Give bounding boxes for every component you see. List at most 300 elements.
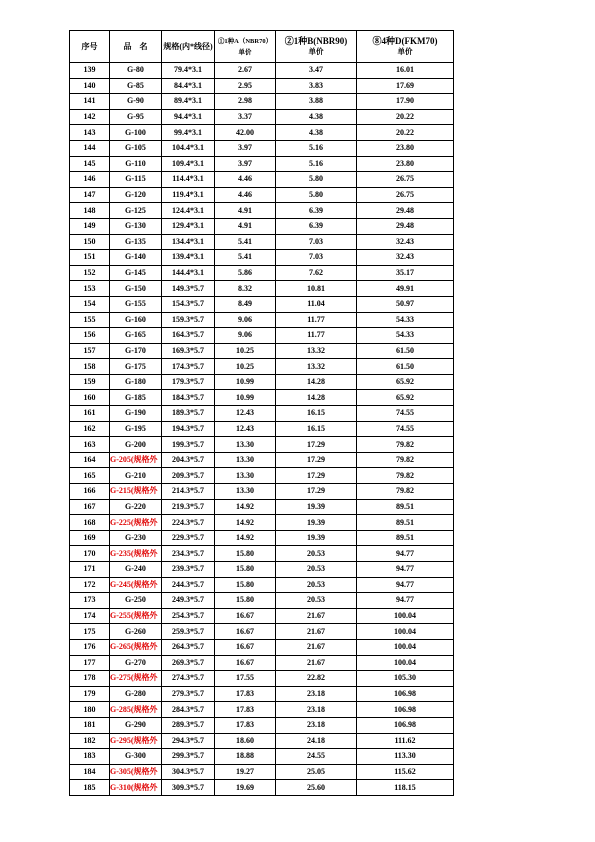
price-type-b: 13.32 <box>276 359 357 375</box>
product-name: G-115 <box>110 172 162 188</box>
price-type-a: 10.99 <box>215 374 276 390</box>
row-number: 162 <box>70 421 110 437</box>
price-type-a: 4.46 <box>215 187 276 203</box>
price-type-a: 13.30 <box>215 468 276 484</box>
price-type-a: 4.91 <box>215 203 276 219</box>
table-body <box>70 63 454 796</box>
price-type-b: 7.03 <box>276 234 357 250</box>
price-type-b: 5.80 <box>276 172 357 188</box>
product-name: G-190 <box>110 406 162 422</box>
price-type-b: 10.81 <box>276 281 357 297</box>
spec-size: 209.3*5.7 <box>162 468 215 484</box>
price-type-b: 17.29 <box>276 437 357 453</box>
table-row <box>70 437 454 453</box>
header-type-a-unit-price: 单价 <box>238 48 252 56</box>
price-type-b: 4.38 <box>276 125 357 141</box>
product-name: G-310(规格外 <box>110 780 162 796</box>
price-type-a: 4.46 <box>215 172 276 188</box>
price-type-a: 17.83 <box>215 717 276 733</box>
price-type-a: 10.99 <box>215 390 276 406</box>
header-no: 序号 <box>70 31 110 63</box>
row-number: 148 <box>70 203 110 219</box>
table-row <box>70 639 454 655</box>
price-type-d: 26.75 <box>357 187 454 203</box>
price-type-d: 111.62 <box>357 733 454 749</box>
row-number: 167 <box>70 499 110 515</box>
price-type-d: 65.92 <box>357 374 454 390</box>
table-row <box>70 265 454 281</box>
price-type-b: 19.39 <box>276 499 357 515</box>
price-type-b: 21.67 <box>276 608 357 624</box>
price-type-d: 61.50 <box>357 343 454 359</box>
price-type-a: 14.92 <box>215 499 276 515</box>
price-type-a: 42.00 <box>215 125 276 141</box>
row-number: 147 <box>70 187 110 203</box>
row-number: 171 <box>70 562 110 578</box>
product-name: G-145 <box>110 265 162 281</box>
row-number: 161 <box>70 406 110 422</box>
row-number: 176 <box>70 639 110 655</box>
table-row <box>70 374 454 390</box>
price-type-d: 94.77 <box>357 546 454 562</box>
spec-size: 129.4*3.1 <box>162 218 215 234</box>
row-number: 146 <box>70 172 110 188</box>
row-number: 154 <box>70 296 110 312</box>
price-type-b: 21.67 <box>276 639 357 655</box>
row-number: 184 <box>70 764 110 780</box>
header-type-a <box>215 31 276 63</box>
product-name: G-305(规格外 <box>110 764 162 780</box>
product-name: G-210 <box>110 468 162 484</box>
table-row <box>70 671 454 687</box>
price-type-b: 17.29 <box>276 468 357 484</box>
product-name: G-295(规格外 <box>110 733 162 749</box>
price-type-a: 3.97 <box>215 156 276 172</box>
price-type-d: 65.92 <box>357 390 454 406</box>
table-row <box>70 686 454 702</box>
product-name: G-140 <box>110 250 162 266</box>
header-type-b-title: ②1种B(NBR90) <box>284 36 348 46</box>
row-number: 172 <box>70 577 110 593</box>
table-row <box>70 125 454 141</box>
spec-size: 244.3*5.7 <box>162 577 215 593</box>
price-type-b: 23.18 <box>276 717 357 733</box>
price-type-b: 19.39 <box>276 515 357 531</box>
price-type-a: 8.32 <box>215 281 276 297</box>
product-name: G-175 <box>110 359 162 375</box>
price-type-a: 19.69 <box>215 780 276 796</box>
table-row <box>70 63 454 79</box>
spec-size: 264.3*5.7 <box>162 639 215 655</box>
price-type-a: 5.41 <box>215 250 276 266</box>
table-row <box>70 452 454 468</box>
product-name: G-125 <box>110 203 162 219</box>
price-type-d: 54.33 <box>357 328 454 344</box>
row-number: 142 <box>70 109 110 125</box>
row-number: 164 <box>70 452 110 468</box>
row-number: 179 <box>70 686 110 702</box>
table-row <box>70 702 454 718</box>
spec-size: 269.3*5.7 <box>162 655 215 671</box>
price-type-b: 17.29 <box>276 452 357 468</box>
price-type-a: 16.67 <box>215 624 276 640</box>
product-name: G-185 <box>110 390 162 406</box>
price-type-d: 89.51 <box>357 530 454 546</box>
row-number: 163 <box>70 437 110 453</box>
row-number: 169 <box>70 530 110 546</box>
price-type-d: 32.43 <box>357 234 454 250</box>
product-name: G-205(规格外 <box>110 452 162 468</box>
price-type-a: 9.06 <box>215 312 276 328</box>
spec-size: 219.3*5.7 <box>162 499 215 515</box>
product-name: G-230 <box>110 530 162 546</box>
row-number: 150 <box>70 234 110 250</box>
price-type-d: 106.98 <box>357 686 454 702</box>
price-type-b: 20.53 <box>276 546 357 562</box>
spec-size: 284.3*5.7 <box>162 702 215 718</box>
price-type-a: 12.43 <box>215 406 276 422</box>
header-name: 品 名 <box>110 31 162 63</box>
spec-size: 199.3*5.7 <box>162 437 215 453</box>
price-type-d: 94.77 <box>357 577 454 593</box>
price-type-b: 11.77 <box>276 312 357 328</box>
table-row <box>70 546 454 562</box>
row-number: 158 <box>70 359 110 375</box>
header-type-a-title: ①1种A（NBR70） <box>217 37 273 45</box>
row-number: 168 <box>70 515 110 531</box>
table-row <box>70 733 454 749</box>
product-name: G-100 <box>110 125 162 141</box>
table-row <box>70 421 454 437</box>
product-name: G-135 <box>110 234 162 250</box>
price-type-d: 105.30 <box>357 671 454 687</box>
price-type-b: 20.53 <box>276 577 357 593</box>
spec-size: 304.3*5.7 <box>162 764 215 780</box>
product-name: G-95 <box>110 109 162 125</box>
product-name: G-270 <box>110 655 162 671</box>
product-name: G-85 <box>110 78 162 94</box>
price-type-b: 7.62 <box>276 265 357 281</box>
spec-size: 144.4*3.1 <box>162 265 215 281</box>
product-name: G-275(规格外 <box>110 671 162 687</box>
price-type-d: 94.77 <box>357 593 454 609</box>
spec-size: 124.4*3.1 <box>162 203 215 219</box>
price-type-d: 23.80 <box>357 140 454 156</box>
table-row <box>70 764 454 780</box>
product-name: G-255(规格外 <box>110 608 162 624</box>
spec-size: 184.3*5.7 <box>162 390 215 406</box>
price-type-d: 61.50 <box>357 359 454 375</box>
price-type-a: 10.25 <box>215 359 276 375</box>
row-number: 159 <box>70 374 110 390</box>
table-row <box>70 468 454 484</box>
row-number: 155 <box>70 312 110 328</box>
row-number: 180 <box>70 702 110 718</box>
price-type-a: 15.80 <box>215 546 276 562</box>
price-type-a: 15.80 <box>215 577 276 593</box>
price-type-a: 10.25 <box>215 343 276 359</box>
price-type-a: 17.83 <box>215 686 276 702</box>
price-type-a: 17.83 <box>215 702 276 718</box>
product-name: G-285(规格外 <box>110 702 162 718</box>
price-type-d: 29.48 <box>357 218 454 234</box>
spec-size: 159.3*5.7 <box>162 312 215 328</box>
price-type-a: 2.98 <box>215 94 276 110</box>
price-type-d: 54.33 <box>357 312 454 328</box>
spec-size: 179.3*5.7 <box>162 374 215 390</box>
row-number: 141 <box>70 94 110 110</box>
spec-size: 289.3*5.7 <box>162 717 215 733</box>
price-type-b: 23.18 <box>276 686 357 702</box>
table-row <box>70 484 454 500</box>
header-type-d-unit-price: 单价 <box>397 47 413 56</box>
price-type-a: 15.80 <box>215 593 276 609</box>
price-type-d: 16.01 <box>357 63 454 79</box>
product-name: G-290 <box>110 717 162 733</box>
price-type-b: 13.32 <box>276 343 357 359</box>
price-type-b: 4.38 <box>276 109 357 125</box>
price-type-b: 19.39 <box>276 530 357 546</box>
price-type-b: 5.16 <box>276 140 357 156</box>
product-name: G-195 <box>110 421 162 437</box>
row-number: 139 <box>70 63 110 79</box>
spec-size: 309.3*5.7 <box>162 780 215 796</box>
product-name: G-110 <box>110 156 162 172</box>
spec-size: 139.4*3.1 <box>162 250 215 266</box>
table-row <box>70 250 454 266</box>
row-number: 170 <box>70 546 110 562</box>
table-row <box>70 172 454 188</box>
price-type-d: 20.22 <box>357 125 454 141</box>
product-name: G-240 <box>110 562 162 578</box>
price-type-b: 7.03 <box>276 250 357 266</box>
header-type-b <box>276 31 357 63</box>
product-name: G-120 <box>110 187 162 203</box>
price-type-b: 5.16 <box>276 156 357 172</box>
price-type-a: 13.30 <box>215 484 276 500</box>
price-type-d: 23.80 <box>357 156 454 172</box>
price-type-d: 32.43 <box>357 250 454 266</box>
table-row <box>70 562 454 578</box>
spec-size: 279.3*5.7 <box>162 686 215 702</box>
price-type-d: 106.98 <box>357 702 454 718</box>
product-name: G-165 <box>110 328 162 344</box>
price-type-d: 20.22 <box>357 109 454 125</box>
price-type-d: 100.04 <box>357 608 454 624</box>
spec-size: 119.4*3.1 <box>162 187 215 203</box>
price-type-a: 16.67 <box>215 608 276 624</box>
spec-size: 224.3*5.7 <box>162 515 215 531</box>
spec-size: 234.3*5.7 <box>162 546 215 562</box>
row-number: 149 <box>70 218 110 234</box>
price-type-a: 3.37 <box>215 109 276 125</box>
price-type-a: 15.80 <box>215 562 276 578</box>
table-row <box>70 749 454 765</box>
table-row <box>70 156 454 172</box>
price-type-d: 89.51 <box>357 499 454 515</box>
price-type-b: 20.53 <box>276 593 357 609</box>
product-name: G-170 <box>110 343 162 359</box>
price-type-a: 9.06 <box>215 328 276 344</box>
row-number: 181 <box>70 717 110 733</box>
table-row <box>70 203 454 219</box>
row-number: 153 <box>70 281 110 297</box>
table-row <box>70 343 454 359</box>
spec-size: 174.3*5.7 <box>162 359 215 375</box>
row-number: 157 <box>70 343 110 359</box>
spec-size: 239.3*5.7 <box>162 562 215 578</box>
table-row <box>70 780 454 796</box>
spec-size: 254.3*5.7 <box>162 608 215 624</box>
price-type-b: 21.67 <box>276 624 357 640</box>
price-type-d: 79.82 <box>357 468 454 484</box>
table-row <box>70 109 454 125</box>
price-type-d: 100.04 <box>357 639 454 655</box>
table-row <box>70 406 454 422</box>
price-type-b: 3.88 <box>276 94 357 110</box>
price-type-b: 25.60 <box>276 780 357 796</box>
price-type-b: 25.05 <box>276 764 357 780</box>
product-name: G-265(规格外 <box>110 639 162 655</box>
spec-size: 134.4*3.1 <box>162 234 215 250</box>
price-type-b: 14.28 <box>276 390 357 406</box>
product-name: G-180 <box>110 374 162 390</box>
price-type-a: 16.67 <box>215 655 276 671</box>
price-type-b: 5.80 <box>276 187 357 203</box>
table-row <box>70 515 454 531</box>
product-name: G-215(规格外 <box>110 484 162 500</box>
table-row <box>70 624 454 640</box>
row-number: 140 <box>70 78 110 94</box>
product-name: G-150 <box>110 281 162 297</box>
table-row <box>70 655 454 671</box>
table-row <box>70 187 454 203</box>
table-row <box>70 717 454 733</box>
spec-size: 79.4*3.1 <box>162 63 215 79</box>
price-type-d: 89.51 <box>357 515 454 531</box>
price-type-a: 13.30 <box>215 437 276 453</box>
row-number: 143 <box>70 125 110 141</box>
row-number: 160 <box>70 390 110 406</box>
spec-size: 189.3*5.7 <box>162 406 215 422</box>
product-name: G-260 <box>110 624 162 640</box>
product-name: G-235(规格外 <box>110 546 162 562</box>
price-type-d: 94.77 <box>357 562 454 578</box>
spec-size: 149.3*5.7 <box>162 281 215 297</box>
spec-size: 89.4*3.1 <box>162 94 215 110</box>
price-type-b: 3.47 <box>276 63 357 79</box>
price-type-a: 2.67 <box>215 63 276 79</box>
header-spec: 规格(内*线径) <box>162 31 215 63</box>
price-type-b: 23.18 <box>276 702 357 718</box>
table-row <box>70 296 454 312</box>
header-type-d-title: ⑧4种D(FKM70) <box>372 36 438 46</box>
price-type-b: 16.15 <box>276 406 357 422</box>
price-type-a: 18.88 <box>215 749 276 765</box>
table-row <box>70 499 454 515</box>
row-number: 174 <box>70 608 110 624</box>
price-type-a: 2.95 <box>215 78 276 94</box>
price-type-d: 50.97 <box>357 296 454 312</box>
table-row <box>70 218 454 234</box>
spec-size: 259.3*5.7 <box>162 624 215 640</box>
row-number: 177 <box>70 655 110 671</box>
row-number: 151 <box>70 250 110 266</box>
spec-size: 294.3*5.7 <box>162 733 215 749</box>
price-type-a: 13.30 <box>215 452 276 468</box>
price-type-d: 79.82 <box>357 437 454 453</box>
spec-size: 84.4*3.1 <box>162 78 215 94</box>
row-number: 145 <box>70 156 110 172</box>
spec-size: 99.4*3.1 <box>162 125 215 141</box>
row-number: 144 <box>70 140 110 156</box>
price-type-d: 118.15 <box>357 780 454 796</box>
price-type-a: 12.43 <box>215 421 276 437</box>
price-type-d: 79.82 <box>357 452 454 468</box>
row-number: 166 <box>70 484 110 500</box>
price-type-b: 20.53 <box>276 562 357 578</box>
table-row <box>70 234 454 250</box>
spec-size: 114.4*3.1 <box>162 172 215 188</box>
row-number: 182 <box>70 733 110 749</box>
price-type-d: 74.55 <box>357 406 454 422</box>
price-type-d: 106.98 <box>357 717 454 733</box>
price-type-a: 14.92 <box>215 515 276 531</box>
price-type-b: 6.39 <box>276 203 357 219</box>
price-type-d: 100.04 <box>357 624 454 640</box>
spec-size: 109.4*3.1 <box>162 156 215 172</box>
product-name: G-160 <box>110 312 162 328</box>
header-type-d <box>357 31 454 63</box>
product-name: G-155 <box>110 296 162 312</box>
row-number: 175 <box>70 624 110 640</box>
price-type-d: 115.62 <box>357 764 454 780</box>
spec-size: 94.4*3.1 <box>162 109 215 125</box>
product-name: G-250 <box>110 593 162 609</box>
product-name: G-200 <box>110 437 162 453</box>
price-type-d: 29.48 <box>357 203 454 219</box>
price-type-b: 21.67 <box>276 655 357 671</box>
spec-size: 274.3*5.7 <box>162 671 215 687</box>
price-type-a: 14.92 <box>215 530 276 546</box>
row-number: 165 <box>70 468 110 484</box>
price-type-b: 24.18 <box>276 733 357 749</box>
product-name: G-280 <box>110 686 162 702</box>
price-type-a: 5.41 <box>215 234 276 250</box>
spec-size: 249.3*5.7 <box>162 593 215 609</box>
spec-size: 299.3*5.7 <box>162 749 215 765</box>
row-number: 152 <box>70 265 110 281</box>
price-type-d: 35.17 <box>357 265 454 281</box>
table-row <box>70 608 454 624</box>
price-type-a: 5.86 <box>215 265 276 281</box>
table-row <box>70 359 454 375</box>
price-type-d: 74.55 <box>357 421 454 437</box>
price-type-a: 19.27 <box>215 764 276 780</box>
row-number: 156 <box>70 328 110 344</box>
product-name: G-105 <box>110 140 162 156</box>
price-type-a: 8.49 <box>215 296 276 312</box>
price-type-d: 17.90 <box>357 94 454 110</box>
price-type-d: 17.69 <box>357 78 454 94</box>
price-type-d: 49.91 <box>357 281 454 297</box>
spec-size: 164.3*5.7 <box>162 328 215 344</box>
table-row <box>70 390 454 406</box>
table-row <box>70 312 454 328</box>
price-type-b: 24.55 <box>276 749 357 765</box>
table-row <box>70 530 454 546</box>
spec-size: 194.3*5.7 <box>162 421 215 437</box>
